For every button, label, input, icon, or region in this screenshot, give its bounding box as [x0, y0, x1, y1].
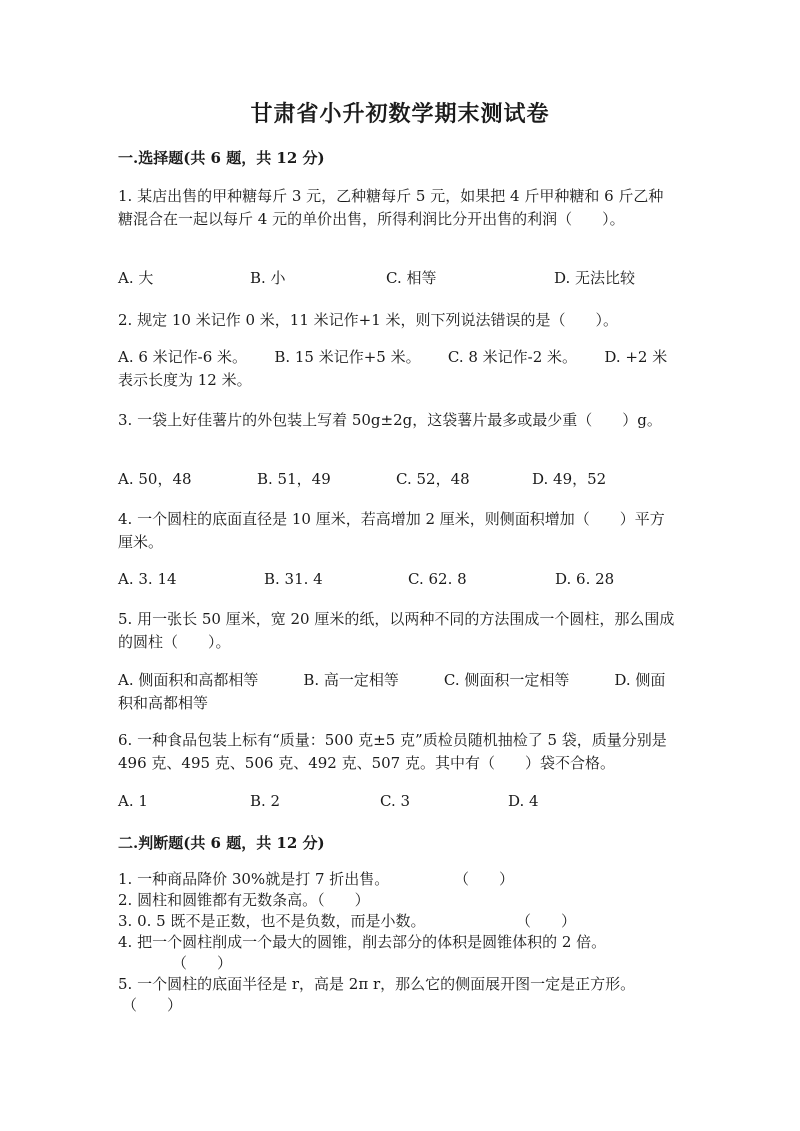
option-d: D. 6. 28 — [555, 570, 615, 588]
question-3-options — [118, 468, 698, 491]
judgement-item-5: 5. 一个圆柱的底面半径是 r，高是 2π r，那么它的侧面展开图一定是正方形。 — [118, 975, 636, 993]
question-5-stem: 5. 用一张长 50 厘米，宽 20 厘米的纸，以两种不同的方法围成一个圆柱，那么围成的圆柱（ ）。 — [118, 610, 675, 651]
option-b: B. 51，49 — [257, 470, 331, 488]
question-1-stem: 1. 某店出售的甲种糖每斤 3 元，乙种糖每斤 5 元，如果把 4 斤甲种糖和 6 斤乙种糖混合在一起以每斤 4 元的单价出售，所得利润比分开出售的利润（ ）。 — [118, 187, 664, 228]
answer-blank: （ ） — [172, 954, 233, 972]
answer-blank: （ ） — [454, 870, 515, 888]
question-3-stem: 3. 一袋上好佳薯片的外包装上写着 50g±2g，这袋薯片最多或最少重（ ）g。 — [118, 411, 662, 429]
question-6-options — [118, 790, 698, 813]
judgement-item-4: 4. 把一个圆柱削成一个最大的圆锥，削去部分的体积是圆锥体积的 2 倍。 — [118, 933, 607, 951]
answer-blank: （ ） — [516, 912, 577, 930]
section-heading-judgement: 二.判断题(共 6 题，共 12 分) — [118, 834, 325, 852]
question-2-stem: 2. 规定 10 米记作 0 米，11 米记作+1 米，则下列说法错误的是（ ）。 — [118, 311, 619, 329]
question-5-options: A. 侧面积和高都相等 B. 高一定相等 C. 侧面积一定相等 D. 侧面积和高都相等 — [118, 671, 666, 712]
judgement-1-text: 1. 一种商品降价 30%就是打 7 折出售。 — [118, 870, 390, 888]
option-c: C. 3 — [380, 792, 411, 810]
judgement-item-1 — [118, 869, 515, 890]
option-c: C. 52，48 — [396, 470, 470, 488]
question-2-options: A. 6 米记作-6 米。 B. 15 米记作+5 米。 C. 8 米记作-2 米。 D. +2 米表示长度为 12 米。 — [118, 348, 668, 389]
option-a: A. 大 — [118, 269, 154, 287]
page-title: 甘肃省小升初数学期末测试卷 — [250, 101, 550, 127]
question-1-options — [118, 267, 698, 290]
option-b: B. 小 — [250, 269, 286, 287]
judgement-item-3 — [118, 911, 577, 932]
section-heading-choice: 一.选择题(共 6 题，共 12 分) — [118, 149, 325, 167]
question-4-options — [118, 568, 698, 591]
option-b: B. 31. 4 — [264, 570, 323, 588]
question-4-stem: 4. 一个圆柱的底面直径是 10 厘米，若高增加 2 厘米，则侧面积增加（ ）平方厘米。 — [118, 510, 665, 551]
option-d: D. 4 — [508, 792, 539, 810]
judgement-item-2: 2. 圆柱和圆锥都有无数条高。（ ） — [118, 891, 370, 909]
option-c: C. 相等 — [386, 269, 437, 287]
option-c: C. 62. 8 — [408, 570, 467, 588]
question-6-stem: 6. 一种食品包装上标有“质量：500 克±5 克”质检员随机抽检了 5 袋，质量分别是 496 克、495 克、506 克、492 克、507 克。其中有（ ）袋不合格。 — [118, 731, 667, 772]
option-d: D. 49，52 — [532, 470, 607, 488]
answer-blank: （ ） — [122, 996, 183, 1014]
option-a: A. 50，48 — [118, 470, 192, 488]
option-a: A. 1 — [118, 792, 148, 810]
option-d: D. 无法比较 — [554, 269, 636, 287]
option-b: B. 2 — [250, 792, 281, 810]
option-a: A. 3. 14 — [118, 570, 177, 588]
judgement-3-text: 3. 0. 5 既不是正数，也不是负数，而是小数。 — [118, 912, 426, 930]
